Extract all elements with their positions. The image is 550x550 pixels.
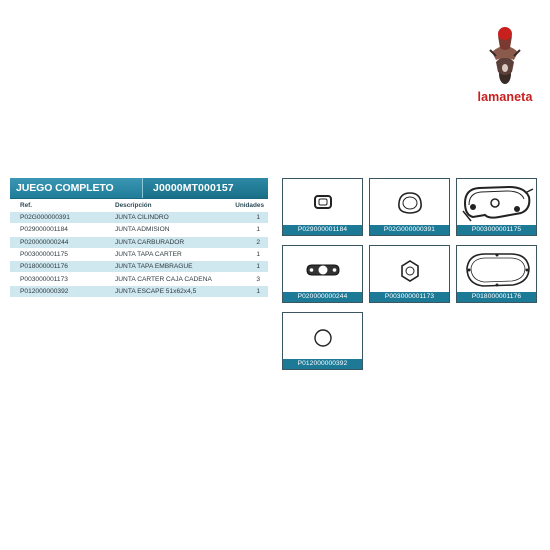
part-card[interactable] [369,178,450,236]
cell-units: 1 [218,261,268,273]
cell-ref: P012000000392 [10,285,105,297]
table-row [10,224,268,236]
brand-name: lamaneta [477,90,533,104]
part-ref-label: P012000000392 [283,359,362,369]
column-header-desc: Descripción [105,199,218,212]
table-row [10,248,268,260]
cell-desc: JUNTA TAPA CARTER [105,248,218,260]
cell-ref: P018000001176 [10,261,105,273]
table-row [10,261,268,273]
part-card[interactable] [282,245,363,303]
part-ref-label: P018000001176 [457,292,536,302]
cell-units: 1 [218,248,268,260]
part-card[interactable] [369,245,450,303]
table-header-row [10,199,268,212]
part-ref-label: P02G000000391 [370,225,449,235]
cell-ref: P003000001173 [10,273,105,285]
kit-title: JUEGO COMPLETO [16,182,114,194]
kit-code: J0000MT000157 [153,182,234,194]
cell-ref: P003000001175 [10,248,105,260]
motorcycle-rider-icon [484,22,526,86]
chain-case-gasket-icon [370,246,449,293]
small-rect-gasket-icon [283,179,362,226]
table-row [10,285,268,297]
part-ref-label: P003000001173 [370,292,449,302]
cell-ref: P029000001184 [10,224,105,236]
table-row [10,212,268,224]
exhaust-ring-gasket-icon [283,313,362,360]
cell-units: 2 [218,236,268,248]
table-row [10,236,268,248]
cell-desc: JUNTA ESCAPE 51x62x4,5 [105,285,218,297]
crankcase-cover-gasket-icon [457,179,536,226]
kit-table-panel [10,178,268,298]
carburetor-gasket-icon [283,246,362,293]
cell-ref: P020000000244 [10,236,105,248]
part-card[interactable] [456,245,537,303]
cell-desc: JUNTA CARTER CAJA CADENA [105,273,218,285]
part-ref-label: P003000001175 [457,225,536,235]
cell-desc: JUNTA CARBURADOR [105,236,218,248]
part-card[interactable] [282,178,363,236]
cell-units: 1 [218,285,268,297]
part-card[interactable] [456,178,537,236]
clutch-cover-gasket-icon [457,246,536,293]
column-header-units: Unidades [218,199,268,212]
cell-units: 1 [218,224,268,236]
cell-desc: JUNTA ADMISION [105,224,218,236]
table-row [10,273,268,285]
kit-table [10,199,268,298]
cell-desc: JUNTA TAPA EMBRAGUE [105,261,218,273]
cell-units: 3 [218,273,268,285]
part-ref-label: P029000001184 [283,225,362,235]
kit-code-box [142,178,268,198]
part-ref-label: P020000000244 [283,292,362,302]
cell-ref: P02G000000391 [10,212,105,224]
cell-units: 1 [218,212,268,224]
brand-logo [472,22,538,106]
cell-desc: JUNTA CILINDRO [105,212,218,224]
kit-header [10,178,268,199]
column-header-ref: Ref. [10,199,105,212]
cylinder-gasket-icon [370,179,449,226]
part-card[interactable] [282,312,363,370]
